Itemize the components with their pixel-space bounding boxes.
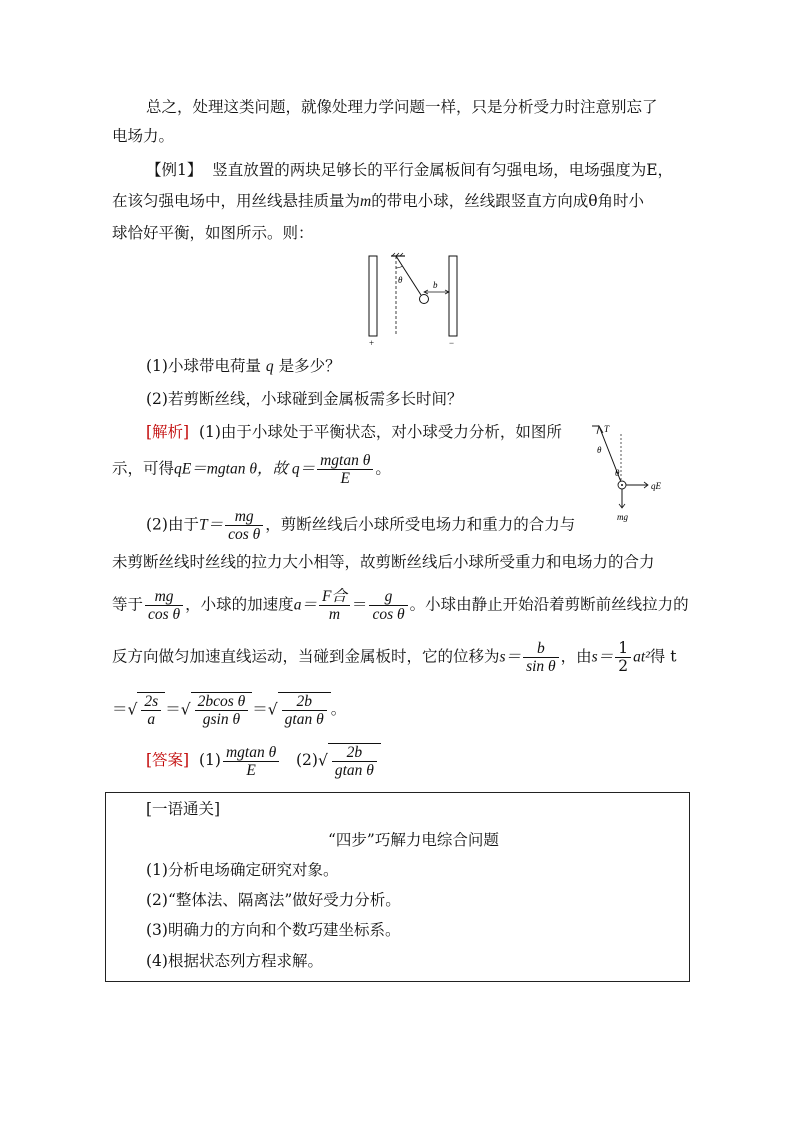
tip-item-1: (1)分析电场确定研究对象。 <box>146 861 339 879</box>
tip-item-4: (4)根据状态列方程求解。 <box>146 952 323 970</box>
theta-label: θ <box>398 275 403 285</box>
tip-item-2: (2)“整体法、隔离法”做好受力分析。 <box>146 891 401 909</box>
plus-label: + <box>369 338 375 348</box>
fraction-g-cos: $\frac{g}{\text{cos θ}}$ <box>369 588 407 623</box>
example-line-2: 在该匀强电场中，用丝线悬挂质量为m的带电小球，丝线跟竖直方向成θ角时小 <box>112 192 645 210</box>
tip-item-3: (3)明确力的方向和个数巧建坐标系。 <box>146 921 401 939</box>
sqrt-2s-a: √ $\frac{2s}{a}$ <box>128 692 166 728</box>
example-text-1: 竖直放置的两块足够长的平行金属板间有匀强电场，电场强度为E， <box>212 161 674 179</box>
theta-label-1: θ <box>597 445 602 455</box>
right-plate <box>449 256 457 336</box>
fraction-half: $\frac{1}{2}$ <box>615 640 631 675</box>
theta-label-2: θ <box>615 468 620 478</box>
summary-line-1: 总之，处理这类问题，就像处理力学问题一样，只是分析受力时注意别忘了 <box>146 98 658 116</box>
fraction-F-m: $\frac{\text{F合}}{m}$ <box>319 588 350 623</box>
solution-line-6: 反方向做匀加速直线运动，当碰到金属板时，它的位移为s＝ $\frac{b}{\text{sin θ}}$ ，由s＝ $\frac{1}{2}$ at²得 t <box>112 639 677 675</box>
left-plate <box>369 256 377 336</box>
solution-line-1: [解析] (1)由于小球处于平衡状态，对小球受力分析，如图所 <box>146 423 562 441</box>
answer-1-fraction: $\frac{\text{mgtan θ}}{E}$ <box>223 744 279 779</box>
fraction-b-sin: $\frac{b}{\text{sin θ}}$ <box>523 640 559 675</box>
example-line-3: 球恰好平衡，如图所示。则： <box>112 224 314 242</box>
solution-line-2: 示，可得qE＝mgtan θ，故 q＝ $\frac{\text{mgtan θ}}{E}$ 。 <box>112 452 391 487</box>
mg-label: mg <box>617 512 628 522</box>
distance-b-label: b <box>433 280 438 290</box>
charged-ball <box>420 295 429 304</box>
fraction-mg-cos: $\frac{mg}{\text{cos θ}}$ <box>145 588 183 623</box>
solution-line-4: 未剪断丝线时丝线的拉力大小相等，故剪断丝线后小球所受重力和电场力的合力 <box>112 553 655 571</box>
sqrt-2bcos-gsin: √ $\frac{\text{2bcos θ}}{\text{gsin θ}}$ <box>181 692 253 728</box>
tip-header: [一语通关] <box>146 800 221 818</box>
answer-label: [答案] <box>146 751 190 769</box>
sqrt-2b-gtan: √ $\frac{2b}{\text{gtan θ}}$ <box>268 692 331 728</box>
figure-plates-pendulum <box>360 252 465 348</box>
answer-line: [答案] (1) $\frac{\text{mgtan θ}}{E}$ (2)√ $\frac{2b}{\text{gtan θ}}$ <box>146 743 381 779</box>
question-1: (1)小球带电荷量 q 是多少？ <box>146 357 341 375</box>
question-2: (2)若剪断丝线，小球碰到金属板需多长时间？ <box>146 390 463 408</box>
example-label: 【例1】 <box>146 161 203 179</box>
fraction-mgtan: $\frac{\text{mgtan θ}}{E}$ <box>317 452 373 487</box>
solution-line-3: (2)由于T＝ $\frac{mg}{\text{cos θ}}$ ，剪断丝线后小球所受电场力和重力的合力与 <box>146 508 576 543</box>
answer-2-sqrt: √ $\frac{2b}{\text{gtan θ}}$ <box>318 743 381 779</box>
summary-line-2: 电场力。 <box>112 127 175 145</box>
minus-label: − <box>449 338 455 348</box>
qE-label: qE <box>651 481 661 491</box>
solution-label: [解析] <box>146 423 190 441</box>
tension-label: T <box>604 424 610 434</box>
figure-force-diagram <box>585 420 677 524</box>
tip-title: “四步”巧解力电综合问题 <box>328 831 499 849</box>
solution-line-5: 等于 $\frac{mg}{\text{cos θ}}$ ，小球的加速度a＝ $\frac{\text{F合}}{m}$ ＝ $\frac{g}{\text{cos θ}}$ 。小球由静止开始沿着剪断前丝线拉力的 <box>112 588 689 623</box>
solution-line-7: ＝√ $\frac{2s}{a}$ ＝√ $\frac{\text{2bcos θ}}{\text{gsin θ}}$ ＝√ $\frac{2b}{\text{gtan θ}}$ 。 <box>112 693 347 728</box>
fraction-T: $\frac{mg}{\text{cos θ}}$ <box>225 508 263 543</box>
example-line-1 <box>146 158 673 182</box>
